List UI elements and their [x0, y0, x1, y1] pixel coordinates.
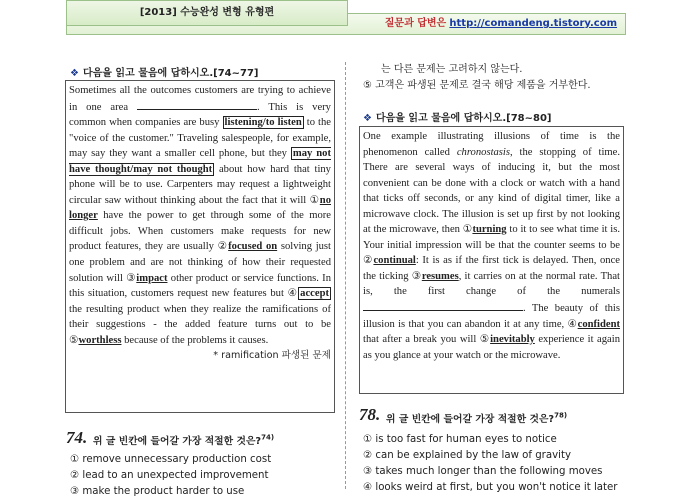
italic-term: chronostasis [456, 146, 510, 158]
answer-blank [363, 300, 523, 311]
underlined-1: no longer [69, 194, 331, 222]
underlined-5: worthless [78, 334, 122, 346]
underlined-2: continual [373, 255, 416, 267]
option[interactable]: ③ takes much longer than the following moves [363, 466, 603, 477]
grammar-choice-box: accept [300, 288, 329, 300]
instruction-74-77: ❖ 다음을 읽고 물음에 답하시오.[74~77] [70, 68, 259, 79]
underlined-3: impact [136, 272, 168, 284]
diamond-icon: ❖ [70, 68, 79, 79]
option[interactable]: ② lead to an unexpected improvement [70, 470, 269, 481]
options-78 [363, 432, 618, 496]
column-divider [345, 62, 346, 489]
answer-blank [137, 99, 257, 110]
option[interactable]: ① remove unnecessary production cost [70, 454, 272, 465]
question-74: 위 글 빈칸에 들어갈 가장 적절한 것은?$^{74)}$ [93, 433, 275, 447]
question-number-74: 74. [66, 428, 88, 447]
grammar-choice-box: may not have thought/may not thought [69, 148, 331, 175]
diamond-icon: ❖ [363, 113, 372, 124]
page-title: [2013] 수능완성 변형 유형편 [66, 0, 348, 26]
underlined-1: turning [472, 224, 507, 236]
previous-answer-continuation: 는 다른 문제는 고려하지 않는다. ⑤ 고객은 파생된 문제로 결국 해당 제품을 거부한다. [363, 64, 591, 91]
option[interactable]: ③ make the product harder to use [70, 486, 245, 497]
grammar-choice-box: listening/to listen [224, 117, 302, 129]
underlined-5: inevitably [490, 334, 535, 346]
passage-78-80: One example illustrating illusions of time is the phenomenon called chronostasis, the stopping of time. There are several ways of inducing it, but the most convenient can be done with a clock or watch with a hand that ticks off seconds, or any kind of digital timer, like a microwave clock. The illusion is set up first by not looking at the microwave, then ①turning to it to see what time it is. Your initial impression will be that the counter seems to be ②continual: It is as if the first tick is delayed. Then, once the ticking ③resumes, it carries on at the normal rate. That is, the first change of the numerals . The beauty of this illusion is that you can abandon it at any time, ④confident that after a break you will ⑤inevitably experience it again as you glance at your watch or the microwave. [359, 126, 624, 394]
question-number-78: 78. [359, 405, 381, 424]
underlined-3: resumes [421, 270, 459, 282]
option[interactable]: ④ looks weird at first, but you won't notice it later [363, 482, 618, 493]
blog-link[interactable]: http://comandeng.tistory.com [449, 18, 617, 29]
underlined-4: confident [577, 318, 620, 330]
footnote: * ramification 파생된 문제 [213, 350, 331, 362]
options-74 [70, 452, 271, 500]
instruction-78-80: ❖ 다음을 읽고 물음에 답하시오.[78~80] [363, 113, 552, 124]
passage-74-77: Sometimes all the outcomes customers are trying to achieve in one area . This is very common when companies are busy listening/to listen to the "voice of the customer." Traveling salespeople, for example, may say they want a smaller cell phone, but they may not have thought/may not thought about how hard that tiny phone will be to use. Carpenters may request a lightweight circular saw without thinking about the fact that it will ①no longer have the power to get through some of the more difficult jobs. When customers make requests for new product features, they are usually ②focused on solving just one problem and are not thinking of how their requested solution will ③impact other product or service functions. In this situation, customers request new features but ④ accept the resulting product when they realize the ramifications of their suggestions - the added feature turns out to be ⑤worthless because of the problems it causes. * ramification 파생된 문제 [65, 80, 335, 413]
question-78: 위 글 빈칸에 들어갈 가장 적절한 것은?$^{78)}$ [386, 411, 568, 425]
option[interactable]: ① is too fast for human eyes to notice [363, 434, 557, 445]
qa-label: 질문과 답변은 [384, 18, 447, 29]
underlined-2: focused on [228, 241, 278, 253]
option[interactable]: ② can be explained by the law of gravity [363, 450, 571, 461]
